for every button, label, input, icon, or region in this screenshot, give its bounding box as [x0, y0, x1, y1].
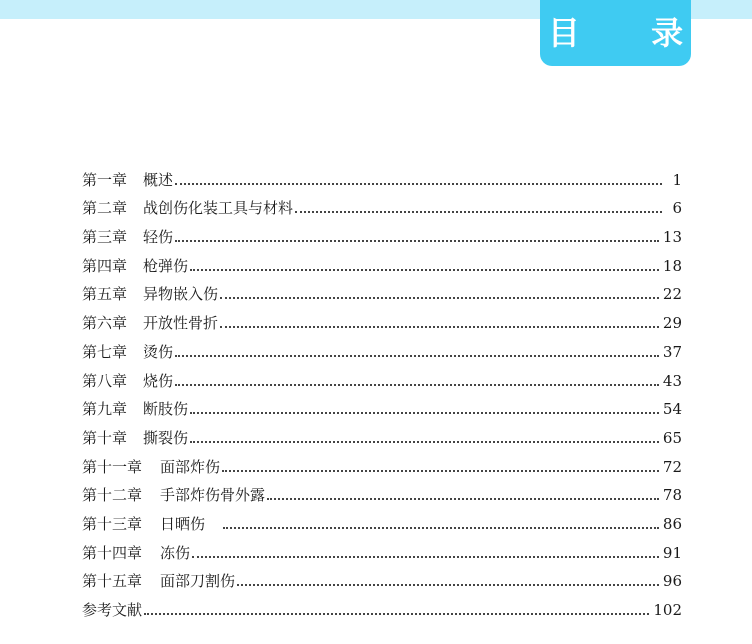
- toc-entry[interactable]: [82, 477, 682, 506]
- page-title: 目 录: [547, 14, 714, 52]
- toc-entry[interactable]: [82, 391, 682, 420]
- toc-entry[interactable]: [82, 276, 682, 305]
- page-number: 91: [662, 543, 682, 562]
- chapter-title: 撕裂伤: [143, 428, 189, 447]
- page-number: 22: [662, 285, 682, 304]
- chapter-title: 枪弹伤: [143, 256, 189, 275]
- dot-leader: [267, 498, 659, 500]
- dot-leader: [220, 297, 659, 299]
- page-number: 86: [662, 514, 682, 533]
- dot-leader: [237, 584, 659, 586]
- chapter-label: 第四章: [82, 256, 128, 275]
- toc-entry[interactable]: [82, 304, 682, 333]
- dot-leader: [222, 470, 659, 472]
- page-number: 65: [662, 428, 682, 447]
- toc-entry[interactable]: [82, 505, 682, 534]
- chapter-title: 开放性骨折: [143, 314, 219, 333]
- dot-leader: [175, 240, 659, 242]
- chapter-title: 轻伤: [143, 228, 174, 247]
- dot-leader: [190, 412, 659, 414]
- toc-entry[interactable]: [82, 362, 682, 391]
- page-number: 54: [662, 400, 682, 419]
- dot-leader: [223, 527, 659, 529]
- chapter-title: 烧伤: [143, 371, 174, 390]
- chapter-title: 战创伤化装工具与材料: [143, 199, 294, 218]
- page-number: 6: [672, 199, 682, 218]
- dot-leader: [144, 613, 649, 615]
- chapter-label: 第一章: [82, 170, 128, 189]
- toc-entry[interactable]: [82, 190, 682, 219]
- page-number: 96: [662, 572, 682, 591]
- chapter-label: 第二章: [82, 199, 128, 218]
- dot-leader: [295, 211, 662, 213]
- chapter-label: 第十一章: [82, 457, 143, 476]
- page-number: 78: [662, 486, 682, 505]
- chapter-title: 冻伤: [160, 543, 191, 562]
- page-number: 43: [662, 371, 682, 390]
- chapter-title: 手部炸伤骨外露: [160, 486, 266, 505]
- toc-entry[interactable]: [82, 333, 682, 362]
- dot-leader: [175, 384, 659, 386]
- chapter-label: 第九章: [82, 400, 128, 419]
- page-number: 37: [662, 342, 682, 361]
- page-number: 1: [672, 170, 682, 189]
- chapter-label: 第八章: [82, 371, 128, 390]
- chapter-label: 第十二章: [82, 486, 143, 505]
- dot-leader: [220, 326, 659, 328]
- chapter-title: 面部刀割伤: [160, 572, 236, 591]
- chapter-title: 参考文献: [82, 601, 143, 619]
- page-number: 72: [662, 457, 682, 476]
- page-number: 13: [662, 228, 682, 247]
- chapter-label: 第三章: [82, 228, 128, 247]
- toc-entry[interactable]: [82, 247, 682, 276]
- dot-leader: [175, 183, 662, 185]
- dot-leader: [190, 269, 659, 271]
- contents-title-tab: [540, 0, 714, 66]
- chapter-label: 第六章: [82, 314, 128, 333]
- dot-leader: [192, 556, 659, 558]
- chapter-title: 面部炸伤: [160, 457, 221, 476]
- dot-leader: [175, 355, 659, 357]
- chapter-title: 异物嵌入伤: [143, 285, 219, 304]
- table-of-contents: [82, 161, 682, 620]
- chapter-label: 第五章: [82, 285, 128, 304]
- chapter-title: 概述: [143, 170, 174, 189]
- toc-entry[interactable]: [82, 161, 682, 190]
- toc-entry[interactable]: [82, 591, 682, 620]
- chapter-label: 第十五章: [82, 572, 143, 591]
- toc-entry[interactable]: [82, 534, 682, 563]
- chapter-title: 断肢伤: [143, 400, 189, 419]
- toc-entry[interactable]: [82, 563, 682, 592]
- chapter-title: 烫伤: [143, 342, 174, 361]
- page-number: 18: [662, 256, 682, 275]
- chapter-title: 日晒伤: [160, 514, 206, 533]
- chapter-label: 第十四章: [82, 543, 143, 562]
- page-number: 102: [653, 601, 682, 619]
- dot-leader: [190, 441, 659, 443]
- chapter-label: 第十三章: [82, 514, 143, 533]
- toc-entry[interactable]: [82, 448, 682, 477]
- chapter-label: 第七章: [82, 342, 128, 361]
- toc-entry[interactable]: [82, 218, 682, 247]
- toc-entry[interactable]: [82, 419, 682, 448]
- page-number: 29: [662, 314, 682, 333]
- chapter-label: 第十章: [82, 428, 128, 447]
